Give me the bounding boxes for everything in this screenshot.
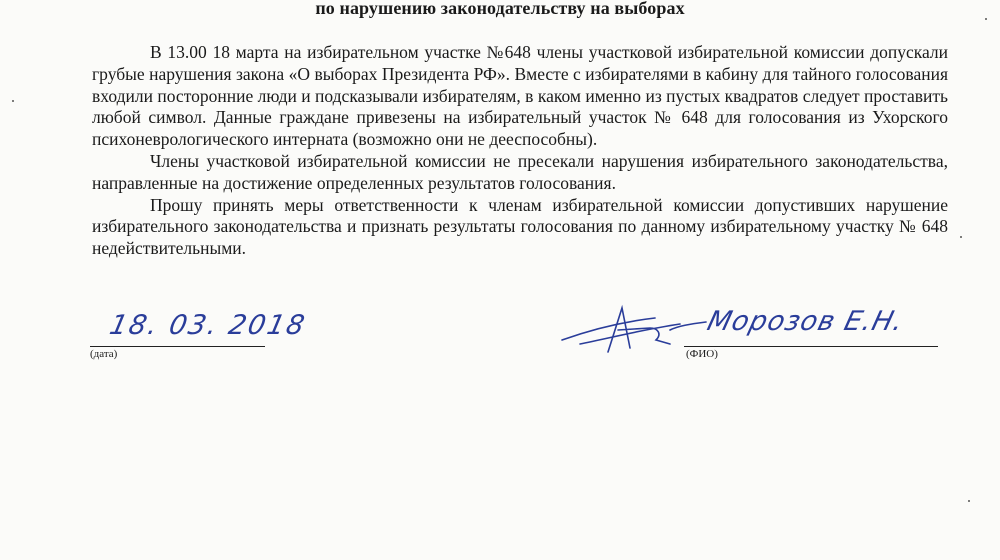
handwritten-fio: Морозов Е.Н. — [704, 306, 908, 337]
scan-speck — [968, 500, 970, 502]
date-underline — [90, 346, 265, 347]
fio-caption: (ФИО) — [686, 348, 718, 360]
scan-speck — [960, 236, 962, 238]
document-body — [92, 42, 948, 260]
scan-speck — [985, 18, 987, 20]
fio-underline — [684, 346, 938, 347]
paragraph-request: Прошу принять меры ответственности к членам избирательной комиссии допустивших нарушение избирательного законодательства и признать результаты голосования по данному избирательному участку № 648 недействительными. — [92, 194, 948, 259]
paragraph-violation-details: В 13.00 18 марта на избирательном участке №648 члены участковой избирательной комиссии допускали грубые нарушения закона «О выборах Президента РФ». Вместе с избирателями в кабину для тайного голосования входили посторонние люди и подсказывали избирателям, в каком именно из пустых квадратов следует проставить любой символ. Данные граждане привезены на избирательный участок № 648 для голосования из Ухорского психоневрологического интерната (возможно они не дееспособны). — [92, 42, 948, 150]
scan-speck — [12, 100, 14, 102]
document-heading: по нарушению законодательству на выборах — [315, 0, 685, 18]
paragraph-commission-inaction: Члены участковой избирательной комиссии не пресекали нарушения избирательного законодательства, направленные на достижение определенных результатов голосования. — [92, 150, 948, 193]
signature-row — [0, 300, 1000, 380]
date-caption: (дата) — [90, 348, 118, 360]
handwritten-date: 18. 03. 2018 — [106, 310, 310, 341]
